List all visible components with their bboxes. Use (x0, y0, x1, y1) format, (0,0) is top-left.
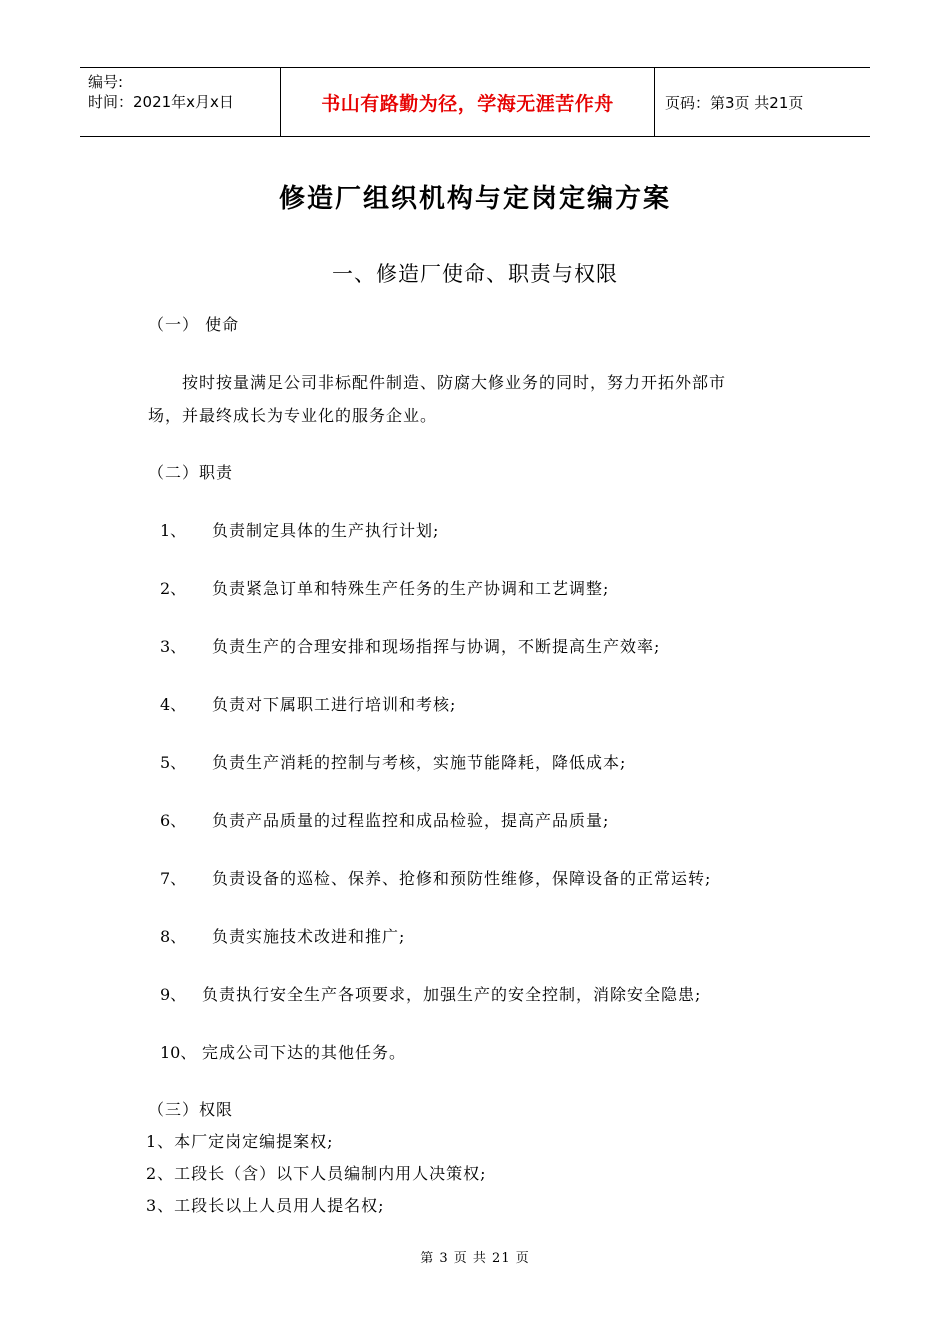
header-meta (80, 68, 280, 136)
duty-text: 负责制定具体的生产执行计划; (212, 521, 440, 540)
mission-text-line-1: 按时按量满足公司非标配件制造、防腐大修业务的同时，努力开拓外部市 (182, 373, 727, 392)
duty-text: 负责设备的巡检、保养、抢修和预防性维修，保障设备的正常运转; (212, 869, 712, 888)
duty-text: 负责紧急订单和特殊生产任务的生产协调和工艺调整; (212, 579, 610, 598)
page-header (80, 67, 870, 137)
serial-label: 编号: (88, 73, 124, 91)
duty-number: 7、 (160, 869, 187, 888)
authority-item: 1、本厂定岗定编提案权; (146, 1132, 334, 1151)
duty-text: 负责执行安全生产各项要求，加强生产的安全控制，消除安全隐患; (202, 985, 702, 1004)
duty-text: 负责产品质量的过程监控和成品检验，提高产品质量; (212, 811, 610, 830)
header-motto: 书山有路勤为径，学海无涯苦作舟 (280, 68, 655, 136)
authority-item: 2、工段长（含）以下人员编制内用人决策权; (146, 1164, 487, 1183)
duty-number: 9、 (160, 985, 187, 1004)
document-title: 修造厂组织机构与定岗定编方案 (278, 184, 671, 214)
duty-number: 1、 (160, 521, 187, 540)
duty-number: 2、 (160, 579, 187, 598)
section-title: 一、修造厂使命、职责与权限 (332, 262, 618, 286)
duty-number: 8、 (160, 927, 187, 946)
duty-number: 5、 (160, 753, 187, 772)
duty-text: 负责生产的合理安排和现场指挥与协调，不断提高生产效率; (212, 637, 661, 656)
time-label: 时间：2021年x月x日 (88, 93, 234, 111)
duty-number: 4、 (160, 695, 187, 714)
duty-text: 负责生产消耗的控制与考核，实施节能降耗，降低成本; (212, 753, 627, 772)
page-footer: 第 3 页 共 21 页 (420, 1251, 530, 1266)
duty-number: 3、 (160, 637, 187, 656)
header-page-info: 页码：第3页 共21页 (665, 93, 804, 112)
duty-number: 6、 (160, 811, 187, 830)
duty-text: 负责对下属职工进行培训和考核; (212, 695, 457, 714)
authority-heading: （三）权限 (148, 1100, 234, 1119)
authority-item: 3、工段长以上人员用人提名权; (146, 1196, 385, 1215)
duty-text: 完成公司下达的其他任务。 (202, 1043, 407, 1062)
duty-number: 10、 (160, 1043, 197, 1062)
duty-text: 负责实施技术改进和推广; (212, 927, 406, 946)
mission-heading: （一） 使命 (148, 315, 240, 334)
duties-heading: （二）职责 (148, 463, 234, 482)
mission-text-line-2: 场，并最终成长为专业化的服务企业。 (148, 406, 438, 425)
